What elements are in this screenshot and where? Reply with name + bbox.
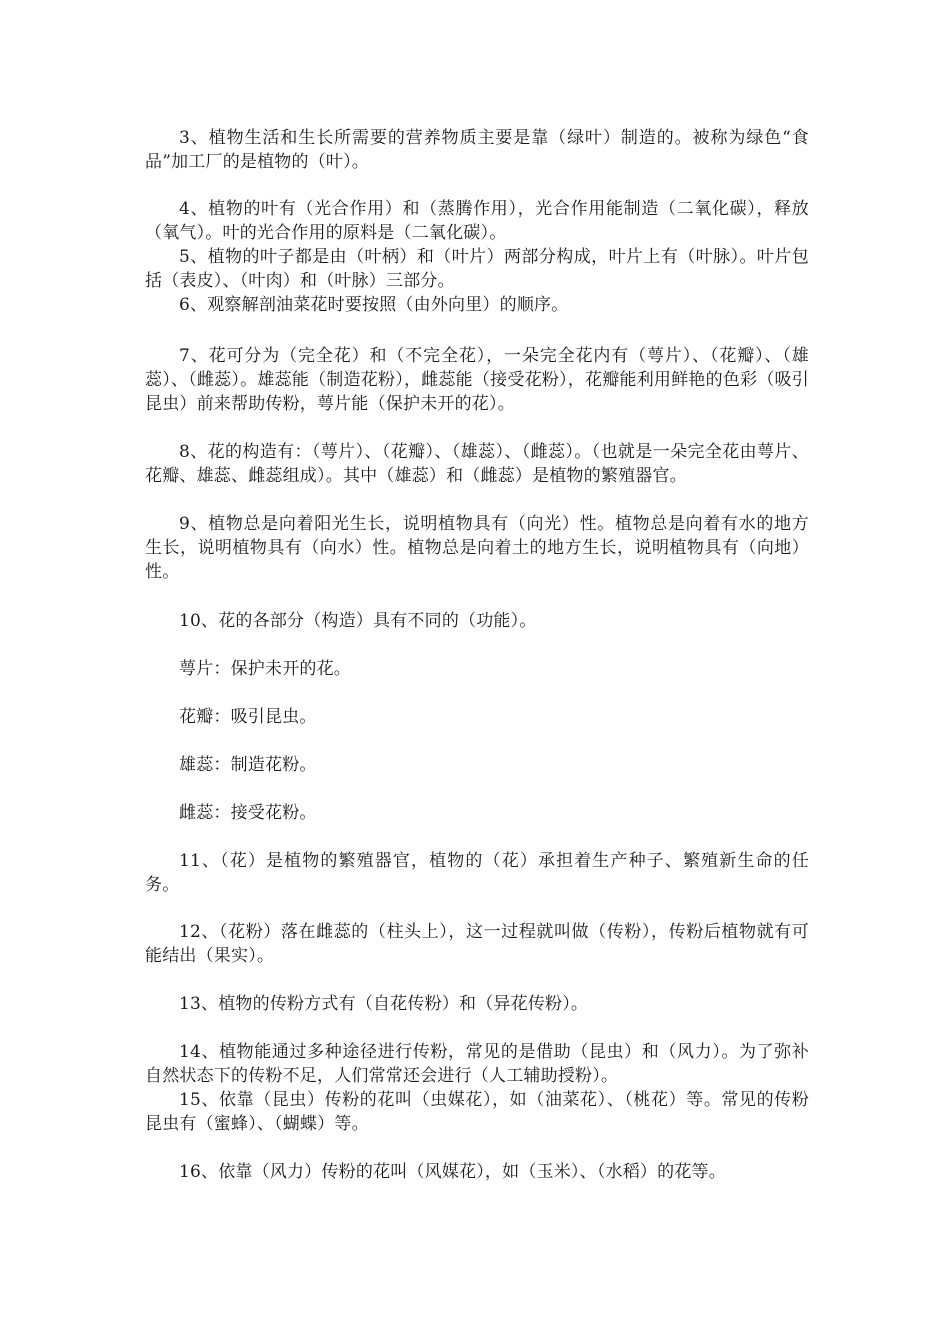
paragraph-8: 8、花的构造有：（萼片）、（花瓣）、（雄蕊）、（雌蕊）。（也就是一朵完全花由萼片、花瓣、雄蕊、雌蕊组成）。其中（雄蕊）和（雌蕊）是植物的繁殖器官。 (145, 442, 809, 486)
paragraph-stamen: 雄蕊：制造花粉。 (179, 755, 317, 775)
paragraph-3: 3、植物生活和生长所需要的营养物质主要是靠（绿叶）制造的。被称为绿色“食品”加工厂的是植物的（叶）。 (145, 128, 809, 172)
paragraph-16: 16、依靠（风力）传粉的花叫（风媒花），如（玉米）、（水稻）的花等。 (179, 1162, 726, 1182)
paragraph-7: 7、花可分为（完全花）和（不完全花），一朵完全花内有（萼片）、（花瓣）、（雄蕊）、（雌蕊）。雄蕊能（制造花粉），雌蕊能（接受花粉），花瓣能利用鲜艳的色彩（吸引昆虫）前来帮助传粉，萼片能（保护未开的花）。 (145, 346, 809, 414)
paragraph-11: 11、（花）是植物的繁殖器官，植物的（花）承担着生产种子、繁殖新生命的任务。 (145, 851, 809, 895)
paragraph-9: 9、植物总是向着阳光生长，说明植物具有（向光）性。植物总是向着有水的地方生长，说明植物具有（向水）性。植物总是向着土的地方生长，说明植物具有（向地）性。 (145, 514, 809, 582)
paragraph-pistil: 雌蕊：接受花粉。 (179, 803, 317, 823)
paragraph-13: 13、植物的传粉方式有（自花传粉）和（异花传粉）。 (179, 994, 589, 1014)
paragraph-12: 12、（花粉）落在雌蕊的（柱头上），这一过程就叫做（传粉），传粉后植物就有可能结出（果实）。 (145, 922, 809, 966)
paragraph-petal: 花瓣：吸引昆虫。 (179, 707, 317, 727)
paragraph-10: 10、花的各部分（构造）具有不同的（功能）。 (179, 611, 537, 631)
paragraph-6: 6、观察解剖油菜花时要按照（由外向里）的顺序。 (179, 295, 569, 315)
paragraph-4: 4、植物的叶有（光合作用）和（蒸腾作用），光合作用能制造（二氧化碳），释放（氧气）。叶的光合作用的原料是（二氧化碳）。 (145, 199, 809, 243)
paragraph-sepal: 萼片：保护未开的花。 (179, 659, 351, 679)
paragraph-5: 5、植物的叶子都是由（叶柄）和（叶片）两部分构成，叶片上有（叶脉）。叶片包括（表皮）、（叶肉）和（叶脉）三部分。 (145, 247, 809, 291)
paragraph-14: 14、植物能通过多种途径进行传粉，常见的是借助（昆虫）和（风力）。为了弥补自然状态下的传粉不足，人们常常还会进行（人工辅助授粉）。 (145, 1042, 809, 1086)
paragraph-15: 15、依靠（昆虫）传粉的花叫（虫媒花），如（油菜花）、（桃花）等。常见的传粉昆虫有（蜜蜂）、（蝴蝶）等。 (145, 1090, 809, 1134)
